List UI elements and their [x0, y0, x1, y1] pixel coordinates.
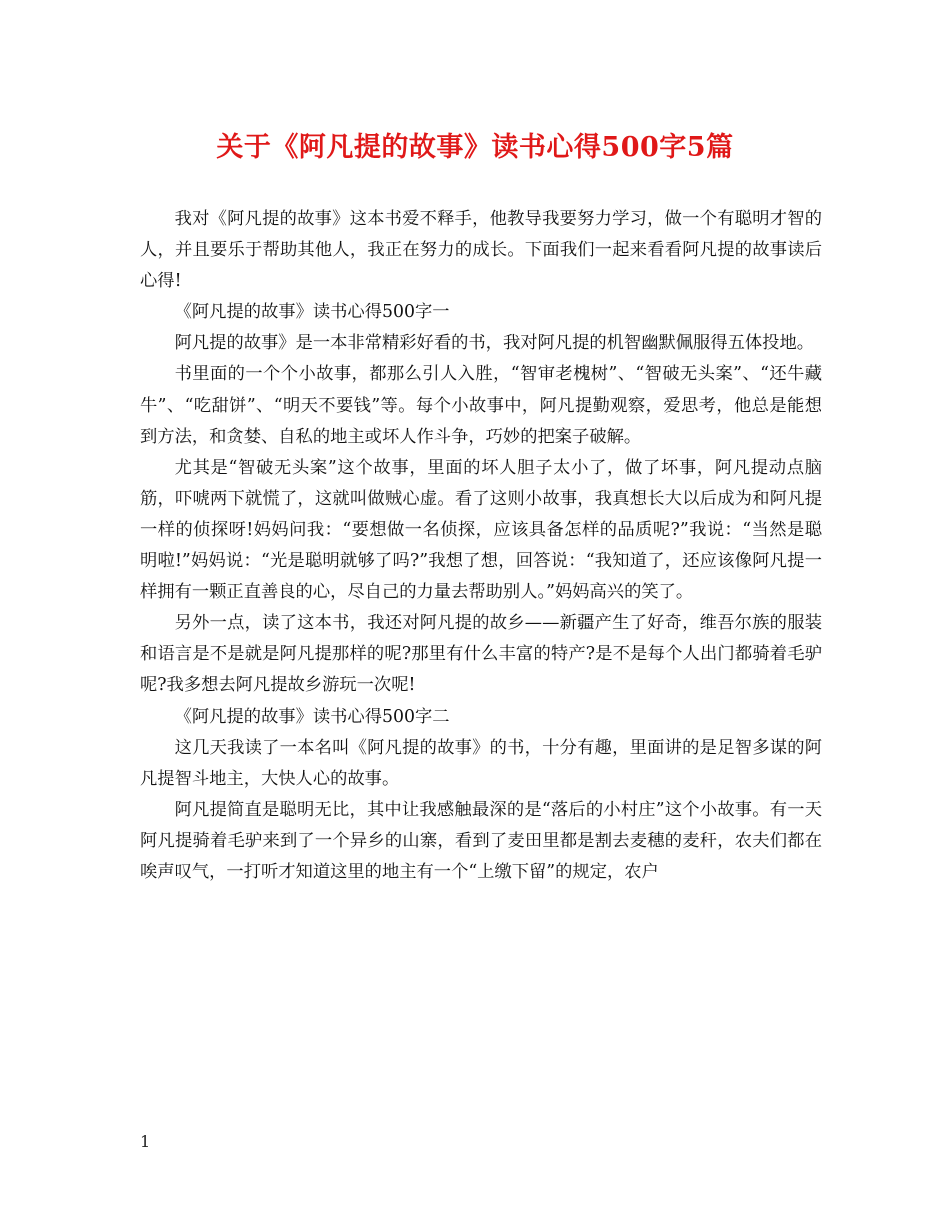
page-title: 关于《阿凡提的故事》读书心得500字5篇: [216, 132, 734, 163]
section-heading-one: 《阿凡提的故事》读书心得500字一: [174, 302, 450, 323]
paragraph: 尤其是“智破无头案”这个故事，里面的坏人胆子太小了，做了坏事，阿凡提动点脑筋，吓唬两下就慌了，这就叫做贼心虚。看了这则小故事，我真想长大以后成为和阿凡提一样的侦探呀!妈妈问我：“要想做一名侦探，应该具备怎样的品质呢?”我说：“当然是聪明啦!”妈妈说：“光是聪明就够了吗?”我想了想，回答说：“我知道了，还应该像阿凡提一样拥有一颗正直善良的心，尽自己的力量去帮助别人。”妈妈高兴的笑了。: [140, 457, 822, 603]
paragraph: 书里面的一个个小故事，都那么引人入胜，“智审老槐树”、“智破无头案”、“还牛藏牛”、“吃甜饼”、“明天不要钱”等。每个小故事中，阿凡提勤观察，爱思考，他总是能想到方法，和贪婪、自私的地主或坏人作斗争，巧妙的把案子破解。: [140, 364, 822, 447]
paragraph-intro: 我对《阿凡提的故事》这本书爱不释手，他教导我要努力学习，做一个有聪明才智的人，并且要乐于帮助其他人，我正在努力的成长。下面我们一起来看看阿凡提的故事读后心得!: [140, 209, 822, 292]
paragraph: 阿凡提简直是聪明无比，其中让我感触最深的是“落后的小村庄”这个小故事。有一天阿凡提骑着毛驴来到了一个异乡的山寨，看到了麦田里都是割去麦穗的麦秆，农夫们都在唉声叹气，一打听才知道这里的地主有一个“上缴下留”的规定，农户: [140, 799, 822, 882]
page-number: 1: [140, 1132, 151, 1151]
section-heading-two: 《阿凡提的故事》读书心得500字二: [174, 706, 450, 727]
document-body: [140, 204, 822, 888]
paragraph: 阿凡提的故事》是一本非常精彩好看的书，我对阿凡提的机智幽默佩服得五体投地。: [174, 333, 815, 354]
paragraph: 另外一点，读了这本书，我还对阿凡提的故乡——新疆产生了好奇，维吾尔族的服装和语言是不是就是阿凡提那样的呢?那里有什么丰富的特产?是不是每个人出门都骑着毛驴呢?我多想去阿凡提故乡游玩一次呢!: [140, 613, 822, 696]
paragraph: 这几天我读了一本名叫《阿凡提的故事》的书，十分有趣，里面讲的是足智多谋的阿凡提智斗地主，大快人心的故事。: [140, 737, 822, 789]
